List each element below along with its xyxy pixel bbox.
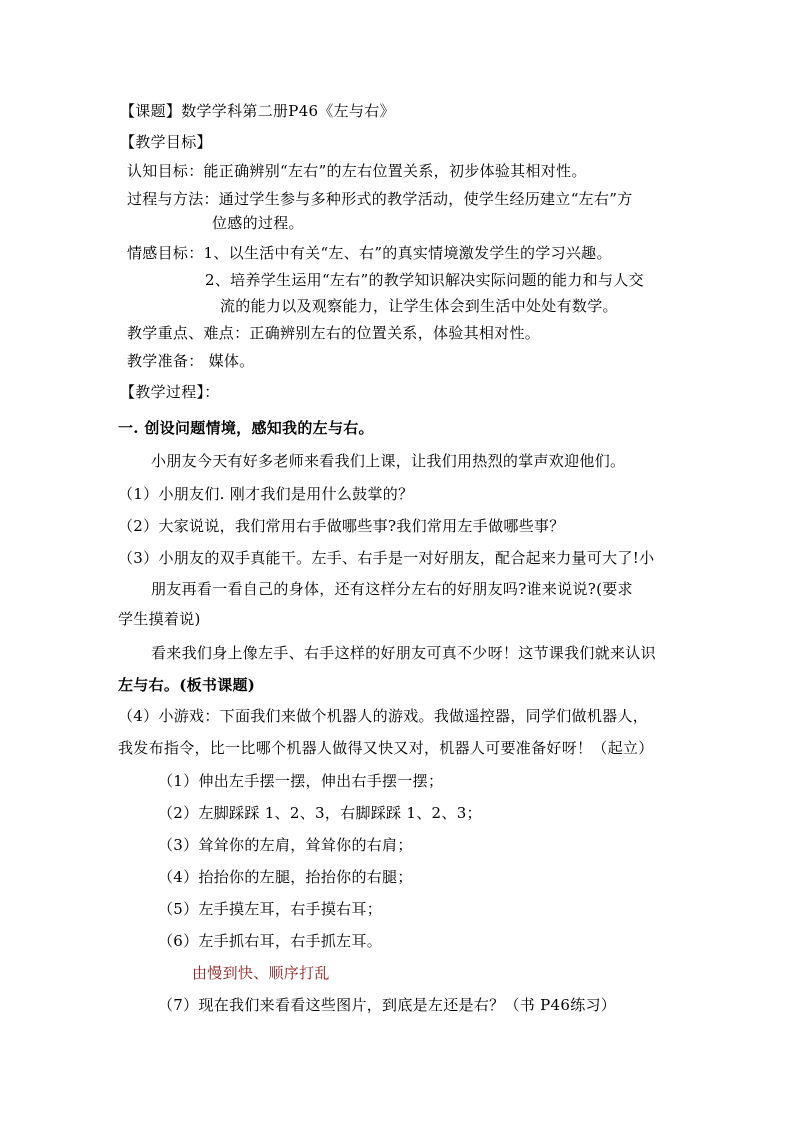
game-line-1: （4）小游戏：下面我们来做个机器人的游戏。我做遥控器，同学们做机器人， xyxy=(118,707,649,725)
process-goal-line-2: 位感的过程。 xyxy=(212,214,304,232)
emotion-goal-line-2: 2、培养学生运用“左右”的教学知识解决实际问题的能力和与人交 xyxy=(205,271,644,289)
summary-line-1: 看来我们身上像左手、右手这样的好朋友可真不少呀！这节课我们就来认识 xyxy=(151,644,656,662)
summary-line-2: 左与右。(板书课题) xyxy=(118,676,256,694)
question-1: （1）小朋友们. 刚才我们是用什么鼓掌的？ xyxy=(118,485,414,503)
question-3-line-3: 学生摸着说) xyxy=(118,610,201,628)
game-step-5: （5）左手摸左耳，右手摸右耳； xyxy=(158,900,383,918)
game-step-4: （4）抬抬你的左腿，抬抬你的右腿； xyxy=(158,868,413,886)
process-heading: 【教学过程】： xyxy=(120,383,220,401)
cognitive-goal: 认知目标：能正确辨别“左右”的左右位置关系，初步体验其相对性。 xyxy=(127,162,587,180)
emotion-goal-line-1: 情感目标：1、以生活中有关“左、右”的真实情境激发学生的学习兴趣。 xyxy=(127,244,612,262)
game-step-2: （2）左脚踩踩 1、2、3，右脚踩踩 1、2、3； xyxy=(158,804,482,822)
game-step-6: （6）左手抓右耳，右手抓左耳。 xyxy=(158,932,383,950)
game-line-2: 我发布指令，比一比哪个机器人做得又快又对，机器人可要准备好呀！（起立） xyxy=(118,739,654,757)
goals-heading: 【教学目标】 xyxy=(120,133,212,151)
process-goal-line-1: 过程与方法：通过学生参与多种形式的教学活动，使学生经历建立“左右”方 xyxy=(127,190,633,208)
game-step-7: （7）现在我们来看看这些图片，到底是左还是右？（书 P46练习） xyxy=(158,996,617,1014)
topic-line: 【课题】数学学科第二册P46《左与右》 xyxy=(120,102,395,120)
question-3-line-2: 朋友再看一看自己的身体，还有这样分左右的好朋友吗?谁来说说?(要求 xyxy=(151,580,633,598)
preparation: 教学准备： 媒体。 xyxy=(127,352,255,370)
game-step-3: （3）耸耸你的左肩，耸耸你的右肩； xyxy=(158,836,413,854)
question-2: （2）大家说说，我们常用右手做哪些事?我们常用左手做哪些事？ xyxy=(118,517,565,535)
key-points: 教学重点、难点：正确辨别左右的位置关系，体验其相对性。 xyxy=(127,324,541,342)
intro-paragraph: 小朋友今天有好多老师来看我们上课，让我们用热烈的掌声欢迎他们。 xyxy=(151,452,626,470)
question-3-line-1: （3）小朋友的双手真能干。左手、右手是一对好朋友，配合起来力量可大了!小 xyxy=(118,549,655,567)
teacher-note: 由慢到快、顺序打乱 xyxy=(192,964,330,982)
section-1-title: 一. 创设问题情境，感知我的左与右。 xyxy=(118,419,374,437)
game-step-1: （1）伸出左手摆一摆，伸出右手摆一摆； xyxy=(158,772,444,790)
emotion-goal-line-3: 流的能力以及观察能力，让学生体会到生活中处处有数学。 xyxy=(220,297,618,315)
